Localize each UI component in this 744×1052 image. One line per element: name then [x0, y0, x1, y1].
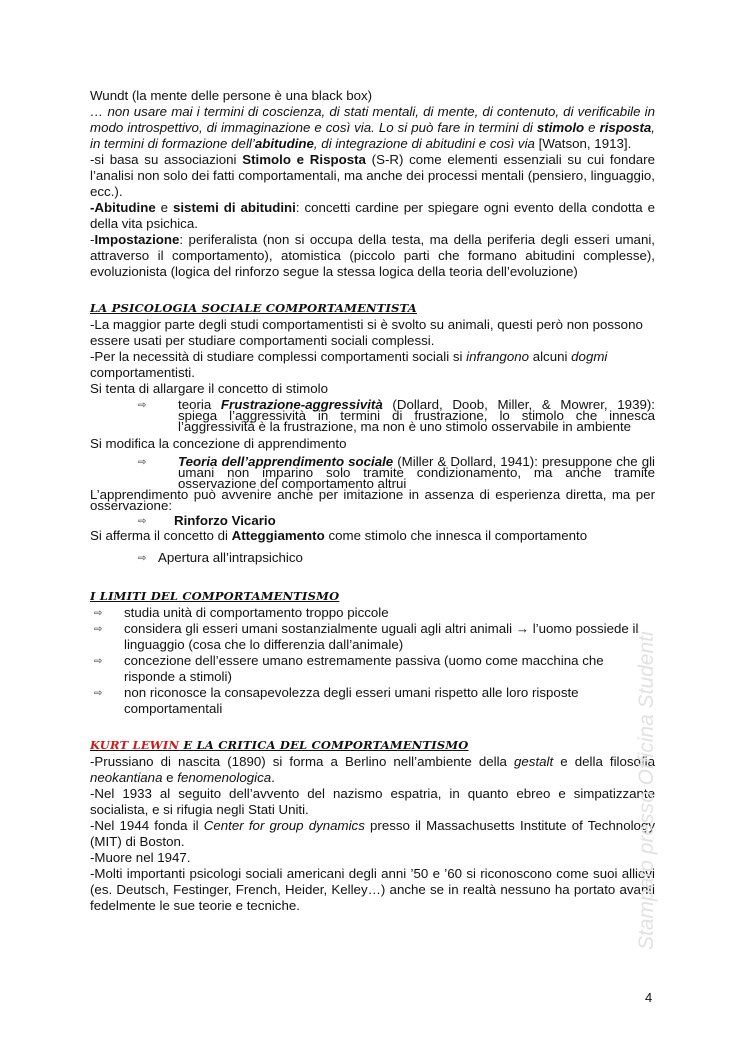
section1-paragraph: Si modifica la concezione di apprendimento: [90, 436, 347, 451]
arrow-right-icon: ⇨: [94, 688, 103, 699]
arrow-right-icon: ⇨: [138, 400, 147, 411]
page-number: 4: [645, 990, 653, 1005]
arrow-right-icon: ⇨: [138, 553, 147, 564]
sr-paragraph: -si basa su associazioni Stimolo e Risposta (S-R) come elementi essenziali su cui fondare l’analisi non solo dei fatti comportamentali, ma anche dei processi mentali (pensiero, linguaggio, ecc.).: [90, 152, 655, 199]
sub-point-intrapsychic: ⇨ Apertura all’intrapsichico: [138, 550, 303, 565]
section-heading-kurt-lewin: KURT LEWIN E LA CRITICA DEL COMPORTAMENTISMO: [90, 738, 469, 752]
section-heading-limits: I LIMITI DEL COMPORTAMENTISMO: [90, 589, 340, 603]
watermark: Stampato presso Officina Studenti: [635, 631, 658, 950]
habits-paragraph: -Abitudine e sistemi di abitudini: concetti cardine per spiegare ogni evento della condotta e della vita psichica.: [90, 200, 655, 231]
lewin-paragraph: -Molti importanti psicologi sociali americani degli anni ’50 e ’60 si riconoscono come suoi allievi (es. Deutsch, Festinger, French, Heider, Kelley…) anche se in realtà nessuno ha portato avanti fedelmente le sue teorie e tecniche.: [90, 866, 655, 913]
sub-point-social-learning: ⇨ Teoria dell’apprendimento sociale (Miller & Dollard, 1941): presuppone che gli umani non imparino solo tramite condizionamento, ma anche tramite osservazione del comportamento altrui: [138, 454, 656, 491]
arrow-right-icon: ⇨: [138, 516, 147, 527]
list-item: ⇨ concezione dell’essere umano estremamente passiva (uomo come macchina che risponde a stimoli): [94, 653, 604, 684]
arrow-right-icon: ⇨: [94, 624, 103, 635]
sub-point-vicarious: ⇨ Rinforzo Vicario: [138, 513, 276, 528]
lewin-paragraph: -Nel 1944 fonda il Center for group dynamics presso il Massachusetts Institute of Technology (MIT) di Boston.: [90, 818, 655, 849]
limits-list: [90, 605, 655, 717]
approach-paragraph: -Impostazione: periferalista (non si occupa della testa, ma della periferia degli esseri umani, attraverso il comportamento), atomistica (piccolo parti che formano abitudini complesse), evoluzionista (logica del rinforzo segue la stessa logica della teoria dell’evoluzione): [90, 232, 655, 279]
list-item: ⇨ non riconosce la consapevolezza degli esseri umani rispetto alle loro risposte comportamentali: [94, 685, 579, 716]
list-item: ⇨ studia unità di comportamento troppo piccole: [94, 605, 389, 620]
section1-paragraph: Si afferma il concetto di Atteggiamento come stimolo che innesca il comportamento: [90, 528, 588, 543]
section1-paragraph: Si tenta di allargare il concetto di stimolo: [90, 381, 328, 396]
section1-paragraph: -La maggior parte degli studi comportamentisti si è svolto su animali, questi però non possono essere usati per studiare comportamenti sociali complessi.: [90, 317, 643, 348]
section1-paragraph: -Per la necessità di studiare complessi comportamenti sociali si infrangono alcuni dogmi comportamentisti.: [90, 349, 608, 380]
sub-point-frustration: ⇨ teoria Frustrazione-aggressività (Dollard, Doob, Miller, & Mowrer, 1939): spiega l’aggressività in termini di frustrazione, lo stimolo che innesca l’aggressività è la frustrazione, ma non è uno stimolo osservabile in ambiente: [138, 397, 655, 434]
section-heading-social-psychology: LA PSICOLOGIA SOCIALE COMPORTAMENTISTA: [90, 301, 417, 315]
lewin-paragraph: -Muore nel 1947.: [90, 850, 191, 865]
watson-quote: … non usare mai i termini di coscienza, di stati mentali, di mente, di contenuto, di verificabile in modo introspettivo, di immaginazione e così via. Lo si può fare in termini di stimolo e risposta, in termini di formazione dell’abitudine, di integrazione di abitudini e così via [Watson, 1913].: [90, 104, 655, 151]
intro-line: Wundt (la mente delle persone è una black box): [90, 88, 373, 103]
arrow-right-icon: ⇨: [138, 457, 147, 468]
arrow-right-icon: ⇨: [94, 656, 103, 667]
document-page: [90, 88, 655, 914]
arrow-right-icon: ⇨: [94, 608, 103, 619]
list-item: ⇨ considera gli esseri umani sostanzialmente uguali agli altri animali → l’uomo possiede il linguaggio (cosa che lo differenzia dall’animale): [94, 621, 639, 652]
section1-paragraph: L’apprendimento può avvenire anche per imitazione in assenza di esperienza diretta, ma per osservazione:: [90, 487, 655, 513]
lewin-paragraph: -Prussiano di nascita (1890) si forma a Berlino nell’ambiente della gestalt e della filosofia neokantiana e fenomenologica.: [90, 754, 655, 785]
lewin-paragraph: -Nel 1933 al seguito dell’avvento del nazismo espatria, in quanto ebreo e simpatizzante socialista, e si rifugia negli Stati Uniti.: [90, 786, 655, 817]
